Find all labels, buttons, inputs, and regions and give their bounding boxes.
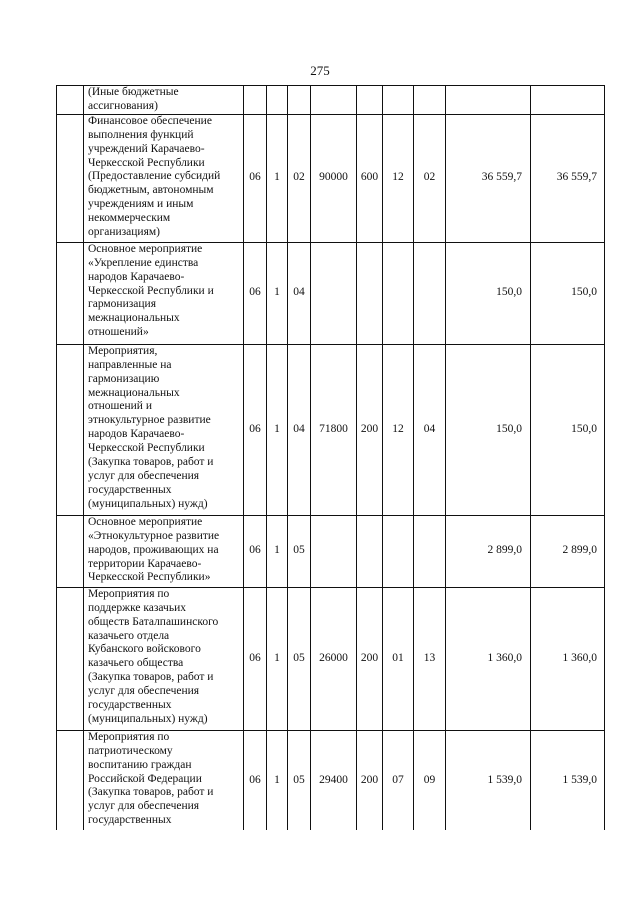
table-row	[57, 242, 605, 344]
cell-program: 1	[267, 515, 288, 587]
row-name-cell	[84, 114, 244, 242]
cell-amount-1: 36 559,7	[446, 114, 531, 242]
cell-expense-type	[357, 242, 383, 344]
cell-ministry: 06	[244, 730, 267, 830]
cell-subsection	[414, 515, 446, 587]
blank-cell	[57, 587, 84, 730]
cell-event: 05	[288, 730, 311, 830]
cell-direction	[311, 242, 357, 344]
cell-expense-type: 600	[357, 114, 383, 242]
cell-event	[288, 86, 311, 115]
cell-amount-1	[446, 86, 531, 115]
cell-expense-type: 200	[357, 730, 383, 830]
cell-direction	[311, 86, 357, 115]
row-name-cell	[84, 730, 244, 830]
row-name-cell	[84, 515, 244, 587]
cell-direction	[311, 515, 357, 587]
cell-ministry: 06	[244, 587, 267, 730]
table-row	[57, 114, 605, 242]
cell-event: 05	[288, 515, 311, 587]
cell-subsection: 13	[414, 587, 446, 730]
table-row	[57, 730, 605, 830]
cell-ministry: 06	[244, 114, 267, 242]
row-name: Финансовое обеспечение выполнения функций учреждений Карачаево- Черкесской Республики (Предоставление субсидий бюджетным, автономным учреждениям и иным некоммерческим организациям)	[88, 114, 221, 239]
table-row	[57, 86, 605, 115]
cell-expense-type: 200	[357, 344, 383, 515]
blank-cell	[57, 730, 84, 830]
cell-amount-2	[531, 86, 605, 115]
cell-program: 1	[267, 242, 288, 344]
cell-amount-1: 150,0	[446, 344, 531, 515]
cell-ministry	[244, 86, 267, 115]
row-name-cell	[84, 86, 244, 115]
cell-amount-1: 1 360,0	[446, 587, 531, 730]
cell-amount-2: 36 559,7	[531, 114, 605, 242]
cell-section	[383, 242, 414, 344]
cell-event: 05	[288, 587, 311, 730]
cell-ministry: 06	[244, 242, 267, 344]
cell-expense-type	[357, 515, 383, 587]
cell-ministry: 06	[244, 344, 267, 515]
cell-amount-2: 1 360,0	[531, 587, 605, 730]
cell-subsection: 02	[414, 114, 446, 242]
cell-expense-type: 200	[357, 587, 383, 730]
blank-cell	[57, 86, 84, 115]
cell-section	[383, 86, 414, 115]
cell-expense-type	[357, 86, 383, 115]
cell-program	[267, 86, 288, 115]
budget-table	[56, 85, 605, 830]
cell-section	[383, 515, 414, 587]
cell-subsection: 04	[414, 344, 446, 515]
row-name: Мероприятия по патриотическому воспитанию граждан Российской Федерации (Закупка товаров, работ и услуг для обеспечения государственных	[88, 730, 214, 827]
table-row	[57, 587, 605, 730]
cell-ministry: 06	[244, 515, 267, 587]
cell-amount-2: 2 899,0	[531, 515, 605, 587]
row-name: Основное мероприятие «Укрепление единства народов Карачаево- Черкесской Республики и гармонизация межнациональных отношений»	[88, 242, 214, 339]
cell-section: 01	[383, 587, 414, 730]
table-row	[57, 344, 605, 515]
row-name: (Иные бюджетные ассигнования)	[88, 86, 179, 112]
cell-direction: 90000	[311, 114, 357, 242]
cell-section: 07	[383, 730, 414, 830]
cell-subsection: 09	[414, 730, 446, 830]
cell-amount-1: 150,0	[446, 242, 531, 344]
cell-amount-2: 150,0	[531, 344, 605, 515]
cell-amount-1: 1 539,0	[446, 730, 531, 830]
cell-amount-2: 150,0	[531, 242, 605, 344]
cell-direction: 71800	[311, 344, 357, 515]
row-name-cell	[84, 587, 244, 730]
blank-cell	[57, 242, 84, 344]
row-name-cell	[84, 344, 244, 515]
blank-cell	[57, 344, 84, 515]
blank-cell	[57, 114, 84, 242]
cell-subsection	[414, 242, 446, 344]
cell-section: 12	[383, 114, 414, 242]
cell-program: 1	[267, 114, 288, 242]
cell-program: 1	[267, 730, 288, 830]
cell-direction: 26000	[311, 587, 357, 730]
cell-subsection	[414, 86, 446, 115]
cell-amount-2: 1 539,0	[531, 730, 605, 830]
blank-cell	[57, 515, 84, 587]
cell-program: 1	[267, 344, 288, 515]
cell-amount-1: 2 899,0	[446, 515, 531, 587]
row-name: Мероприятия, направленные на гармонизацию межнациональных отношений и этнокультурное развитие народов Карачаево- Черкесской Республики (Закупка товаров, работ и услуг для обеспечения государственных (муниципальных) нужд)	[88, 344, 214, 510]
table-row	[57, 515, 605, 587]
cell-section: 12	[383, 344, 414, 515]
cell-event: 02	[288, 114, 311, 242]
row-name: Мероприятия по поддержке казачьих обществ Баталпашинского казачьего отдела Кубанского войскового казачьего общества (Закупка товаров, работ и услуг для обеспечения государственных (муниципальных) нужд)	[88, 587, 219, 725]
cell-event: 04	[288, 344, 311, 515]
row-name-cell	[84, 242, 244, 344]
page-number: 275	[310, 63, 330, 78]
cell-event: 04	[288, 242, 311, 344]
row-name: Основное мероприятие «Этнокультурное развитие народов, проживающих на территории Карачаево- Черкесской Республики»	[88, 515, 220, 584]
cell-direction: 29400	[311, 730, 357, 830]
cell-program: 1	[267, 587, 288, 730]
